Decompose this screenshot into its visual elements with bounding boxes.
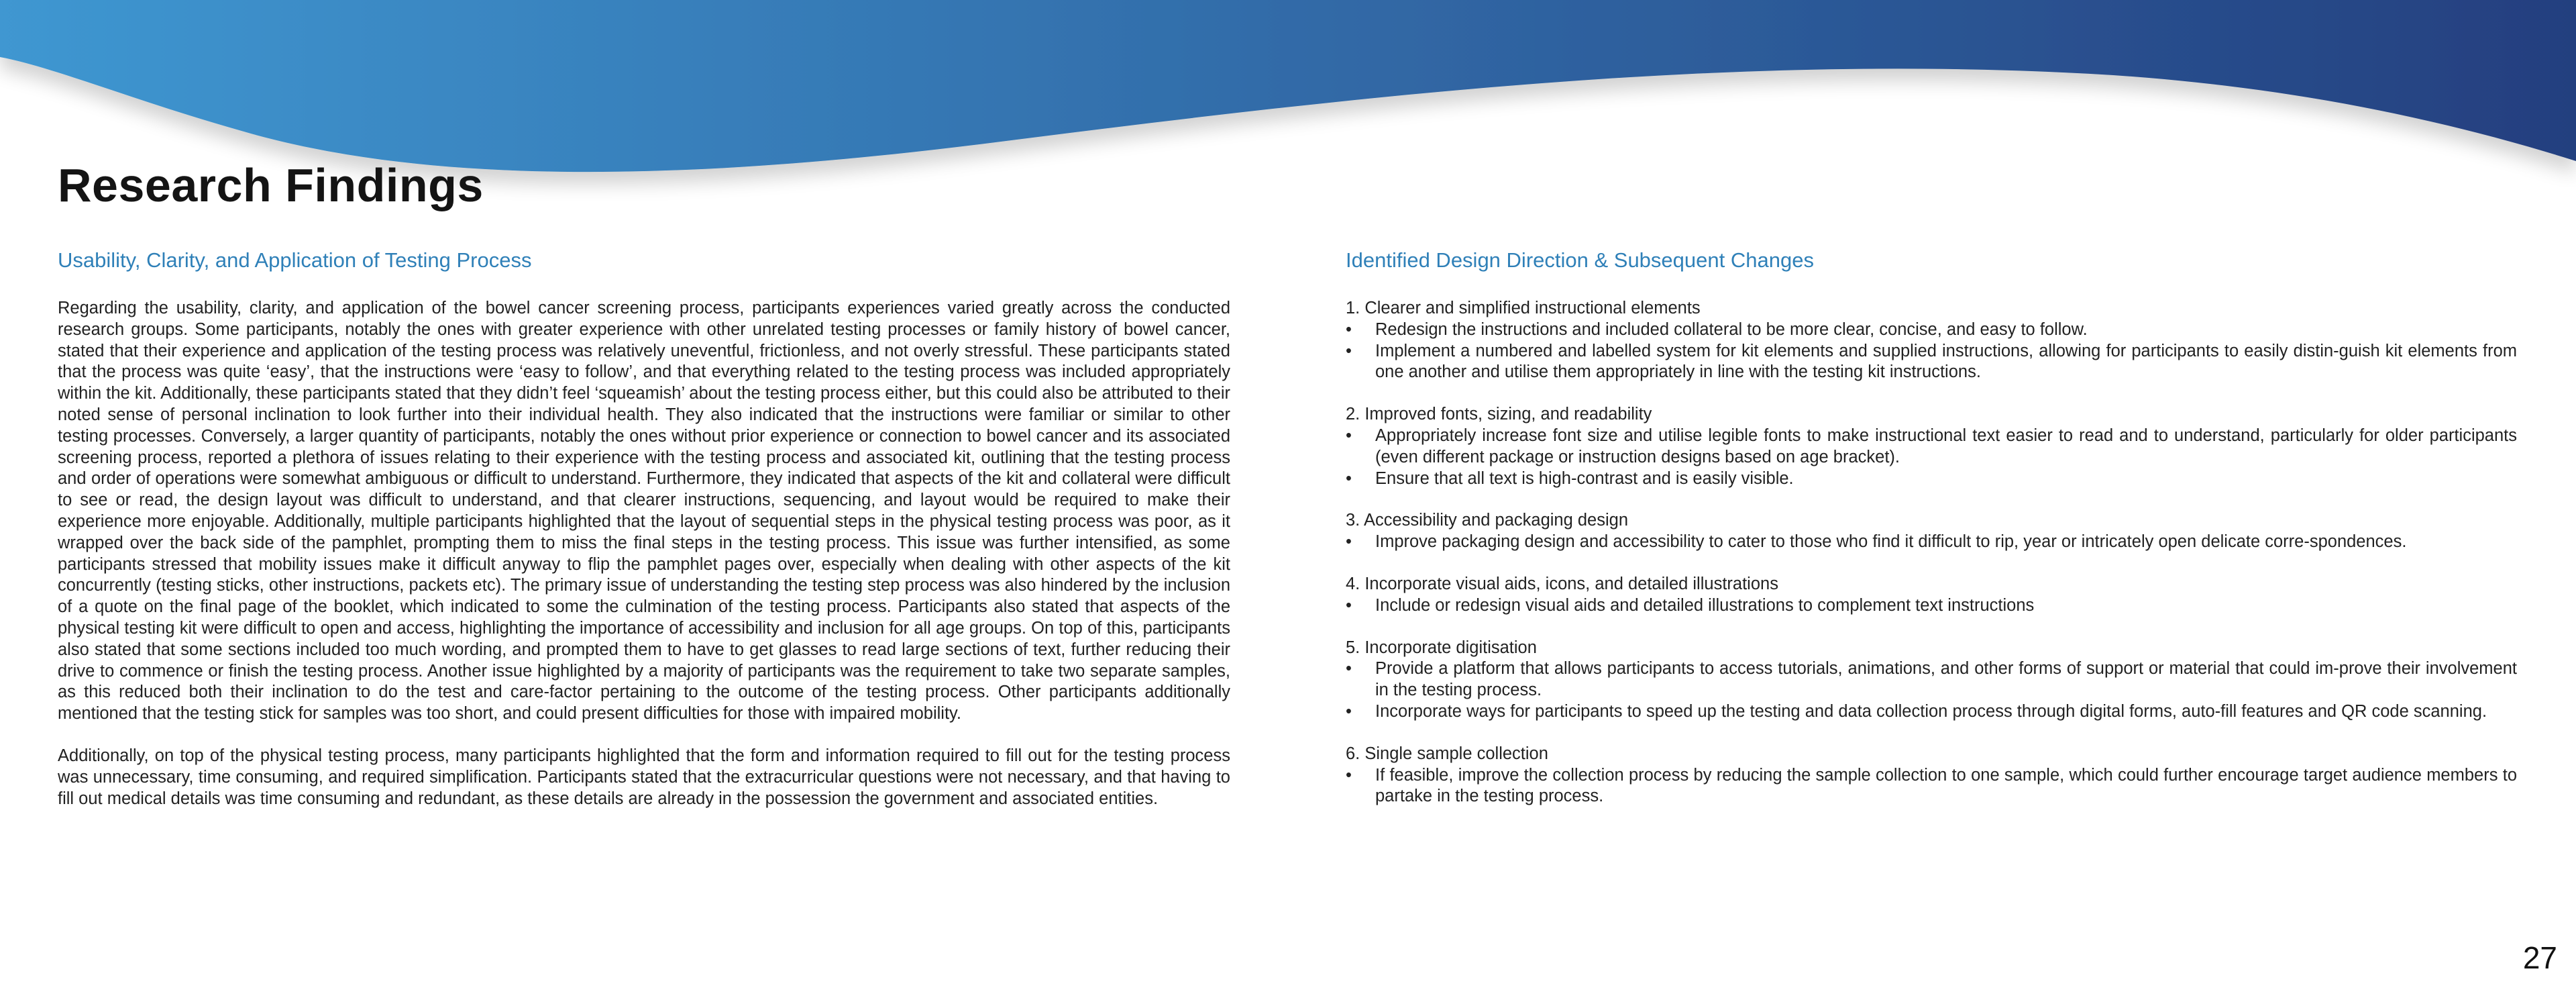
direction-group (1346, 510, 2517, 553)
list-item (1346, 658, 2517, 701)
findings-paragraph: Additionally, on top of the physical testing process, many participants highlighted that the form and information required to fill out for the testing process was unnecessary, time consuming, and required simplification. Participants stated that the extracurricular questions were not necessary, and that having to fill out medical details was time consuming and redundant, as these details are already in the possession the government and associated entities. (58, 746, 1230, 808)
list-item (1346, 765, 2517, 808)
page-title: Research Findings (58, 159, 484, 211)
page-number: 27 (2522, 940, 2557, 975)
direction-title: 6. Single sample collection (1346, 744, 1548, 763)
direction-bullets (1346, 658, 2517, 722)
bullet-icon: • (1346, 341, 1352, 360)
list-item-text: Include or redesign visual aids and detailed illustrations to complement text instructions (1375, 595, 2035, 615)
list-item (1346, 426, 2517, 468)
list-item-text: Implement a numbered and labelled system for kit elements and supplied instructions, allowing for participants to easily distin-guish kit elements from one another and utilise them appropriately in line with the testing kit instructions. (1375, 341, 2517, 382)
direction-title: 1. Clearer and simplified instructional elements (1346, 299, 1701, 317)
findings-heading: Usability, Clarity, and Application of Testing Process (58, 248, 532, 272)
list-item (1346, 595, 2517, 617)
direction-group (1346, 638, 2517, 723)
bullet-icon: • (1346, 765, 1352, 785)
header-wave-shape (0, 0, 2576, 172)
design-direction-heading: Identified Design Direction & Subsequent Changes (1346, 248, 1814, 272)
list-item (1346, 532, 2517, 553)
bullet-icon: • (1346, 595, 1352, 615)
list-item-text: Improve packaging design and accessibility to cater to those who find it difficult to rip, year or intricately open delicate corre-spondences. (1375, 532, 2407, 552)
direction-title: 5. Incorporate digitisation (1346, 638, 1537, 657)
direction-bullets (1346, 319, 2517, 383)
bullet-icon: • (1346, 468, 1352, 488)
list-item-text: Provide a platform that allows participants to access tutorials, animations, and other forms of support or material that could im-prove their involvement in the testing process. (1375, 659, 2517, 700)
direction-group (1346, 404, 2517, 489)
direction-group (1346, 744, 2517, 807)
list-item-text: Ensure that all text is high-contrast and is easily visible. (1375, 468, 1794, 488)
direction-bullets (1346, 595, 2517, 617)
bullet-icon: • (1346, 319, 1352, 339)
list-item (1346, 319, 2517, 341)
list-item-text: Appropriately increase font size and utilise legible fonts to make instructional text easier to read and to understand, particularly for older participants (even different package or instruction designs based on age bracket). (1375, 426, 2517, 466)
findings-paragraph: Regarding the usability, clarity, and application of the bowel cancer screening process, participants experiences varied greatly across the conducted research groups. Some participants, notably the ones with greater experience with other unrelated testing processes or family history of bowel cancer, stated that their experience and application of the testing process was relatively uneventful, frictionless, and not overly stressful. These participants stated that the process was quite ‘easy’, that the instructions were ‘easy to follow’, and that everything related to the testing process was included appropriately within the kit. Additionally, these participants stated that they didn’t feel ‘squeamish’ about the testing process either, but this could also be attributed to their noted sense of personal inclination to look further into their individual health. They also indicated that the instructions were familiar or similar to other testing processes. Conversely, a larger quantity of participants, notably the ones without prior experience or connection to bowel cancer and its associated screening process, reported a plethora of issues relating to their experience with the testing process and associated kit, outlining that the testing process and order of operations were somewhat ambiguous or difficult to understand. Furthermore, they indicated that aspects of the kit and collateral were difficult to see or read, the design layout was difficult to understand, and that clearer instructions, sequencing, and layout would be required to make their experience more enjoyable. Additionally, multiple participants highlighted that the layout of sequential steps in the physical testing process was poor, as it wrapped over the back side of the pamphlet, prompting them to miss the final steps in the testing process. This issue was further intensified, as some participants stressed that mobility issues make it difficult anyway to flip the pamphlet pages over, especially when dealing with other aspects of the kit concurrently (testing sticks, other instructions, packets etc). The primary issue of understanding the testing step process was also hindered by the inclusion of a quote on the final page of the booklet, which indicated to some the culmination of the testing process. Participants also stated that aspects of the physical testing kit were difficult to open and access, highlighting the importance of accessibility and inclusion for all age groups. On top of this, participants also stated that some sections included too much wording, and prompted them to have to get glasses to read large sections of text, further reducing their drive to commence or finish the testing process. Another issue highlighted by a majority of participants was the requirement to take two separate samples, as this reduced both their inclination to do the test and care-factor pertaining to the outcome of the testing process. Other participants additionally mentioned that the testing stick for samples was too short, and could present difficulties for those with impaired mobility. (58, 299, 1230, 724)
direction-title: 4. Incorporate visual aids, icons, and detailed illustrations (1346, 574, 1778, 593)
list-item (1346, 341, 2517, 384)
bullet-icon: • (1346, 532, 1352, 552)
list-item-text: Redesign the instructions and included collateral to be more clear, concise, and easy to follow. (1375, 319, 2088, 339)
direction-title: 3. Accessibility and packaging design (1346, 511, 1629, 530)
direction-group (1346, 574, 2517, 617)
direction-bullets (1346, 532, 2517, 553)
bullet-icon: • (1346, 701, 1352, 721)
list-item (1346, 468, 2517, 490)
list-item-text: If feasible, improve the collection process by reducing the sample collection to one sample, which could further encourage target audience members to partake in the testing process. (1375, 765, 2517, 806)
design-direction-column (1346, 248, 2517, 828)
list-item-text: Incorporate ways for participants to speed up the testing and data collection process through digital forms, auto-fill features and QR code scanning. (1375, 701, 2487, 721)
direction-bullets (1346, 426, 2517, 489)
direction-group (1346, 298, 2517, 383)
bullet-icon: • (1346, 659, 1352, 679)
bullet-icon: • (1346, 426, 1352, 445)
direction-title: 2. Improved fonts, sizing, and readability (1346, 405, 1652, 424)
direction-bullets (1346, 765, 2517, 808)
findings-column (58, 248, 1230, 830)
list-item (1346, 701, 2517, 723)
